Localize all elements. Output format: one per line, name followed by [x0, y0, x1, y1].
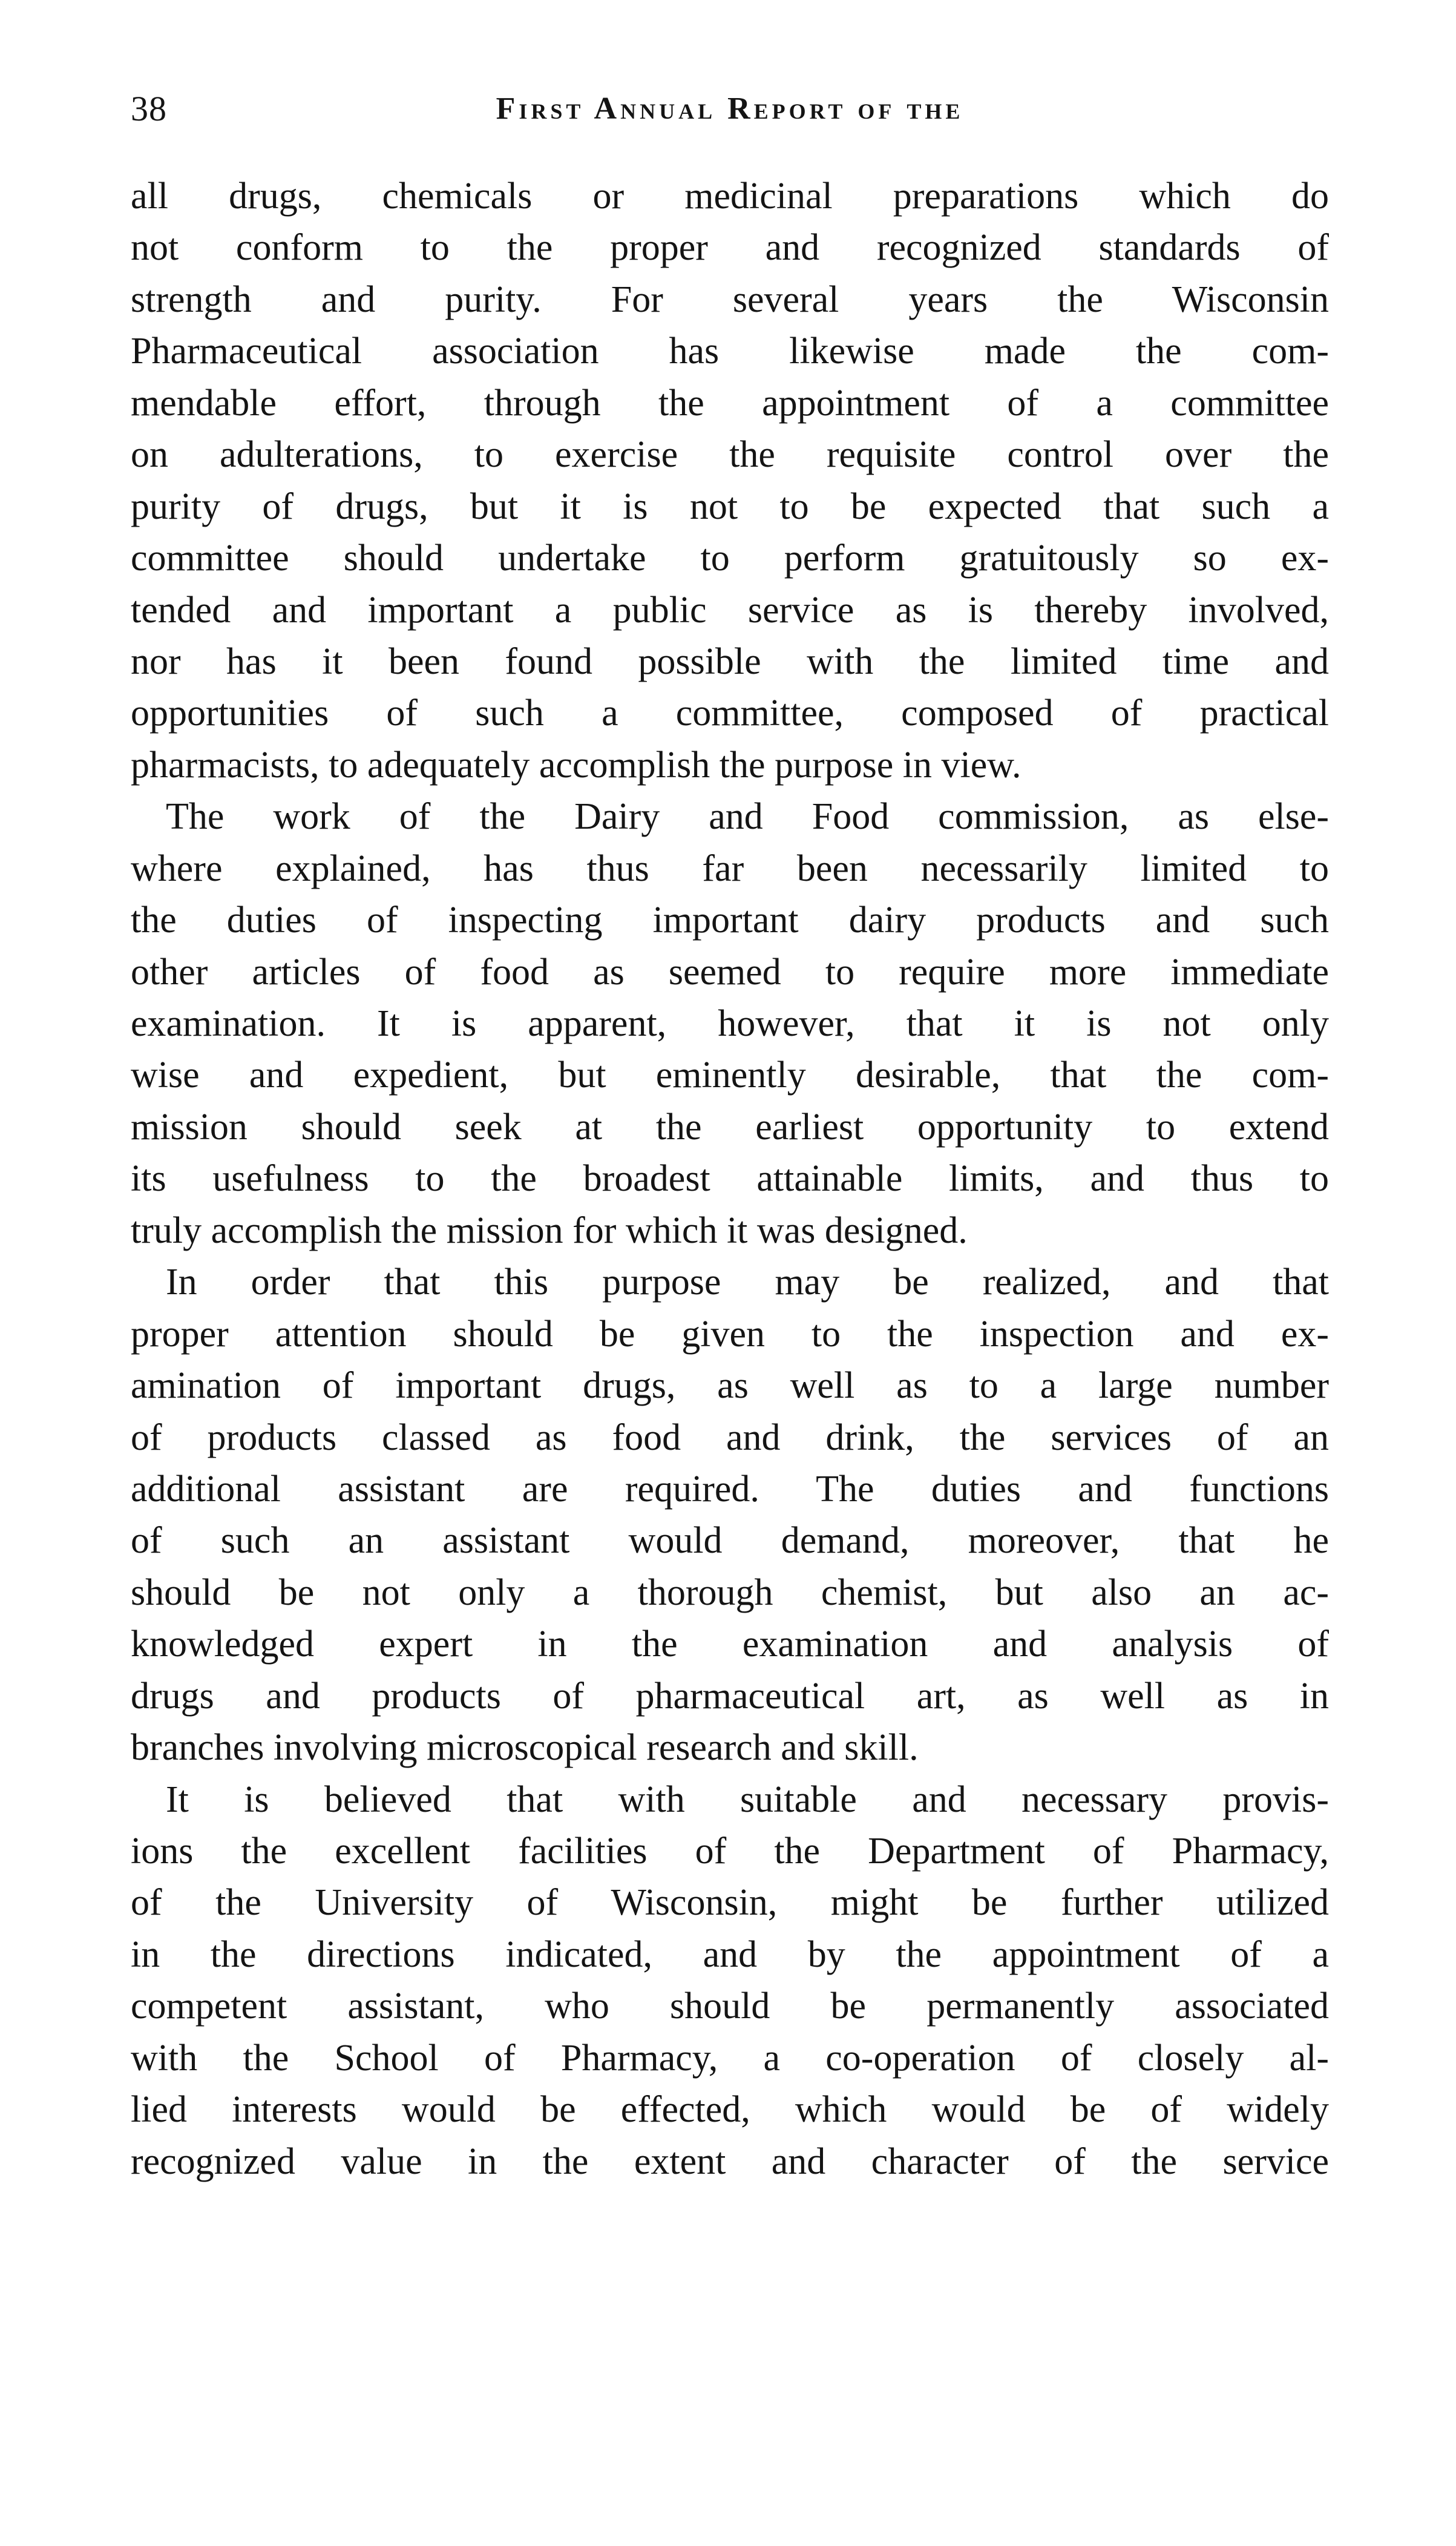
text-line: tended and important a public service as is thereby involved, [131, 589, 1329, 631]
text-line: should be not only a thorough chemist, but also an ac- [131, 1571, 1329, 1613]
text-line: purity of drugs, but it is not to be expected that such a [131, 485, 1329, 527]
text-line: truly accomplish the mission for which it was designed. [131, 1209, 968, 1251]
text-line: The work of the Dairy and Food commission, as else- [166, 796, 1329, 838]
text-line: the duties of inspecting important dairy products and such [131, 900, 1329, 941]
text-line: of products classed as food and drink, the services of an [131, 1416, 1329, 1458]
running-head [131, 82, 1329, 136]
text-line: where explained, has thus far been necessarily limited to [131, 847, 1329, 889]
paragraph [131, 1257, 1329, 1774]
text-line: additional assistant are required. The duties and functions [131, 1468, 1329, 1510]
text-line: In order that this purpose may be realized, and that [166, 1261, 1329, 1303]
text-line: mission should seek at the earliest opportunity to extend [131, 1106, 1329, 1148]
text-line: branches involving microscopical research and skill. [131, 1727, 919, 1769]
text-line: knowledged expert in the examination and analysis of [131, 1623, 1329, 1665]
text-line: examination. It is apparent, however, that it is not only [131, 1003, 1329, 1044]
text-line: with the School of Pharmacy, a co-operation of closely al- [131, 2037, 1329, 2079]
text-line: wise and expedient, but eminently desirable, that the com- [131, 1054, 1329, 1096]
text-line: competent assistant, who should be permanently associated [131, 1985, 1329, 2027]
text-line: of such an assistant would demand, moreover, that he [131, 1520, 1329, 1562]
text-line: committee should undertake to perform gratuitously so ex- [131, 538, 1329, 579]
text-line: all drugs, chemicals or medicinal preparations which do [131, 176, 1329, 217]
text-line: not conform to the proper and recognized standards of [131, 227, 1329, 269]
text-line: opportunities of such a committee, composed of practical [131, 692, 1329, 734]
text-line: amination of important drugs, as well as to a large number [131, 1365, 1329, 1407]
text-line: strength and purity. For several years the Wisconsin [131, 278, 1329, 320]
text-line: drugs and products of pharmaceutical art, as well as in [131, 1675, 1329, 1717]
paragraph [131, 791, 1329, 1257]
text-line: other articles of food as seemed to require more immediate [131, 951, 1329, 993]
text-line: proper attention should be given to the inspection and ex- [131, 1313, 1329, 1355]
text-line: mendable effort, through the appointment of a committee [131, 382, 1329, 424]
paragraph [131, 171, 1329, 791]
paragraph [131, 1774, 1329, 2188]
running-title: First Annual Report of the [496, 91, 964, 126]
text-line: recognized value in the extent and character of the service [131, 2140, 1329, 2182]
text-line: of the University of Wisconsin, might be further utilized [131, 1882, 1329, 1924]
text-line: It is believed that with suitable and necessary provis- [166, 1778, 1329, 1820]
text-line: ions the excellent facilities of the Department of Pharmacy, [131, 1831, 1329, 1872]
text-line: pharmacists, to adequately accomplish the purpose in view. [131, 744, 1021, 786]
text-line: lied interests would be effected, which would be of widely [131, 2089, 1329, 2131]
body-text [131, 171, 1329, 2188]
text-line: on adulterations, to exercise the requisite control over the [131, 434, 1329, 476]
page-number: 38 [131, 89, 167, 128]
text-line: Pharmaceutical association has likewise made the com- [131, 331, 1329, 372]
text-line: in the directions indicated, and by the appointment of a [131, 1933, 1329, 1975]
text-line: its usefulness to the broadest attainable limits, and thus to [131, 1158, 1329, 1200]
text-line: nor has it been found possible with the limited time and [131, 640, 1329, 682]
